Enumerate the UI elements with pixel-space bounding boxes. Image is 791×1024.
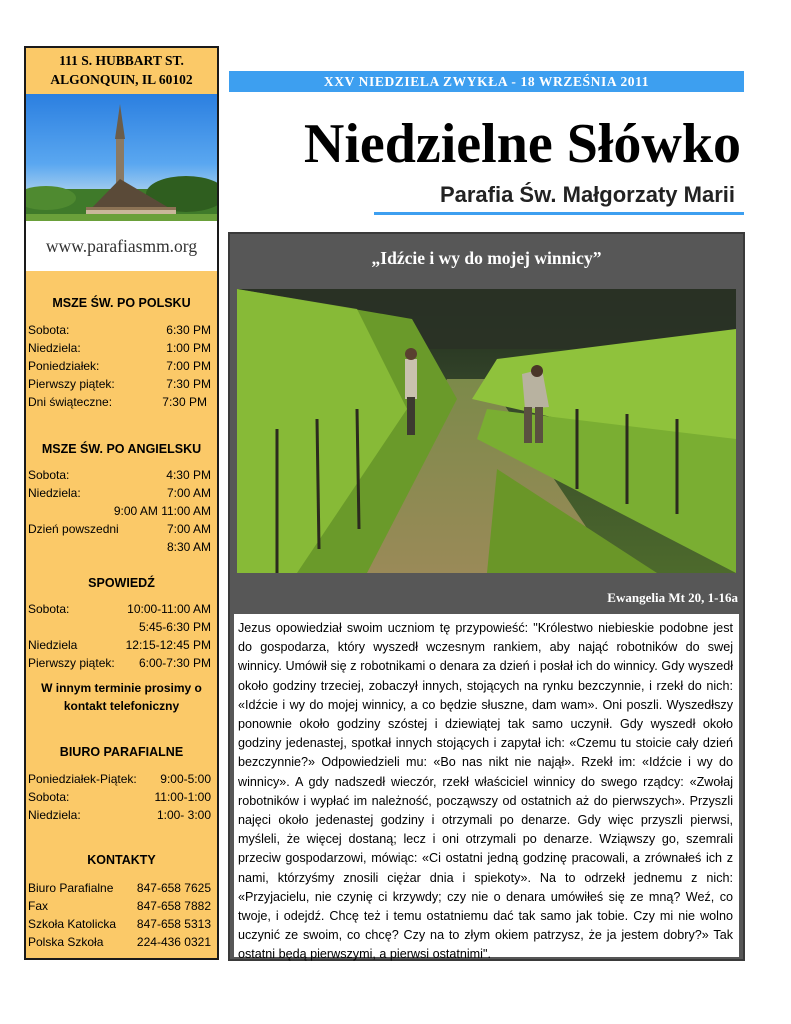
masses-polish-heading: MSZE ŚW. PO POLSKU — [52, 296, 191, 310]
masses-polish-label: Dni świąteczne: — [28, 395, 113, 409]
masses-polish-label: Pierwszy piątek: — [28, 377, 115, 391]
website-link[interactable]: www.parafiasmm.org — [26, 221, 217, 271]
masses-polish-time: 1:00 PM — [166, 341, 211, 355]
confession-label: Sobota: — [28, 602, 70, 616]
masses-english-heading: MSZE ŚW. PO ANGIELSKU — [41, 442, 202, 456]
masses-english-time: 8:30 AM — [166, 540, 211, 554]
office-hours: 9:00-5:00 — [160, 772, 211, 786]
confession-note-line1: W innym terminie prosimy o — [41, 681, 202, 695]
contact-phone: 847-658 5313 — [136, 917, 211, 931]
contact-phone: 847-658 7625 — [136, 881, 211, 895]
church-illustration — [26, 94, 217, 221]
masses-polish-time: 7:30 PM — [166, 377, 211, 391]
contact-label: Szkoła Katolicka — [28, 917, 117, 931]
masses-polish-time: 7:30 PM — [162, 395, 207, 409]
gospel-text-box — [234, 614, 739, 962]
gospel-heading: „Idźcie i wy do mojej winnicy” — [371, 248, 602, 268]
masses-english-label: Niedziela: — [28, 486, 81, 500]
masses-polish-label: Niedziela: — [28, 341, 81, 355]
masses-english-time: 7:00 AM — [166, 486, 211, 500]
date-banner: XXV NIEDZIELA ZWYKŁA - 18 WRZEŚNIA 2011 — [229, 71, 744, 92]
confession-time: 5:45-6:30 PM — [138, 620, 211, 634]
confession-label: Niedziela — [28, 638, 78, 652]
masses-english-time: 7:00 AM — [166, 522, 211, 536]
confession-time: 12:15-12:45 PM — [125, 638, 211, 652]
parish-name: Parafia Św. Małgorzaty Marii — [439, 182, 735, 207]
masses-polish-label: Sobota: — [28, 323, 70, 337]
confession-time: 6:00-7:30 PM — [138, 656, 211, 670]
gospel-section — [228, 232, 745, 961]
subtitle-underline — [374, 212, 744, 215]
contact-label: Polska Szkoła — [28, 935, 104, 949]
office-heading: BIURO PARAFIALNE — [59, 745, 184, 759]
office-label: Poniedziałek-Piątek: — [28, 772, 137, 786]
contact-label: Biuro Parafialne — [28, 881, 114, 895]
confession-time: 10:00-11:00 AM — [127, 602, 211, 616]
sidebar — [24, 46, 219, 960]
masses-polish-time: 6:30 PM — [166, 323, 211, 337]
contact-phone: 224-436 0321 — [136, 935, 211, 949]
address-street: 111 S. HUBBART ST. — [59, 53, 184, 68]
church-photo — [26, 94, 217, 221]
office-label: Niedziela: — [28, 808, 81, 822]
confession-note-line2: kontakt telefoniczny — [63, 699, 180, 713]
contact-phone: 847-658 7882 — [136, 899, 211, 913]
masses-english-time: 4:30 PM — [166, 468, 211, 482]
masses-english-label: Dzień powszedni — [28, 522, 119, 536]
office-hours: 1:00- 3:00 — [156, 808, 211, 822]
confession-heading: SPOWIEDŹ — [88, 576, 155, 590]
office-hours: 11:00-1:00 — [154, 790, 211, 804]
office-label: Sobota: — [28, 790, 70, 804]
masses-polish-time: 7:00 PM — [166, 359, 211, 373]
vineyard-illustration — [237, 289, 736, 573]
masses-english-label: Sobota: — [28, 468, 70, 482]
gospel-reference: Ewangelia Mt 20, 1-16a — [607, 590, 738, 605]
address-city: ALGONQUIN, IL 60102 — [50, 72, 193, 87]
gospel-text: Jezus opowiedział swoim uczniom tę przypowieść: "Królestwo niebieskie podobne jest do gospodarza, który wyszedł wczesnym rankiem, aby nająć robotników do swej winnicy. Umówił się z robotnikami o denara za dzień i posłał ich do winnicy. Gdy wyszedł około godziny trzeciej, zobaczył innych, stojących na rynku bezczynnie, i rzekł do nich: «Idźcie i wy do mojej winnicy, a co będzie słuszne, dam wam». Oni poszli. Wyszedłszy ponownie około godziny szóstej i dziewiątej tak samo uczynił. Gdy wyszedł około godziny jedenastej, spotkał innych stojących i zapytał ich: «Czemu tu stoicie cały dzień bezczynnie?» Odpowiedzieli mu: «Bo nas nikt nie najął». Rzekł im: «Idźcie i wy do winnicy». A gdy nadszedł wieczór, rzekł właściciel winnicy do swego rządcy: «Zwołaj robotników i wypłać im należność, począwszy od ostatnich aż do pierwszych». Przyszli najęci około jedenastej godziny i otrzymali po denarze. Gdy więc przyszli pierwsi, myśleli, że więcej dostaną; lecz i oni otrzymali po denarze. Wziąwszy go, szemrali przeciw gospodarzowi, mówiąc: «Ci ostatni jedną godzinę pracowali, a zrównałeś ich z nami, którzyśmy znosili ciężar dnia i spiekoty». Na to odrzekł jednemu z nich: «Przyjacielu, nie czynię ci krzywdy; czy nie o denara umówiłeś się ze mną? Weź, co twoje, i odejdź. Chcę też i temu ostatniemu dać tak samo jak tobie. Czy mi nie wolno uczynić ze swoim, co chcę? Czy na to złym okiem patrzysz, że ja jestem dobry?» Tak ostatni będą pierwszymi, a pierwsi ostatnimi". — [238, 621, 733, 962]
contacts-heading: KONTAKTY — [87, 853, 156, 867]
newsletter-title: Niedzielne Słówko — [303, 113, 741, 175]
vineyard-photo — [237, 289, 736, 573]
contact-label: Fax — [28, 899, 49, 913]
masses-english-time: 9:00 AM 11:00 AM — [113, 504, 211, 518]
masses-polish-label: Poniedziałek: — [28, 359, 100, 373]
confession-label: Pierwszy piątek: — [28, 656, 115, 670]
parish-address — [26, 48, 217, 91]
